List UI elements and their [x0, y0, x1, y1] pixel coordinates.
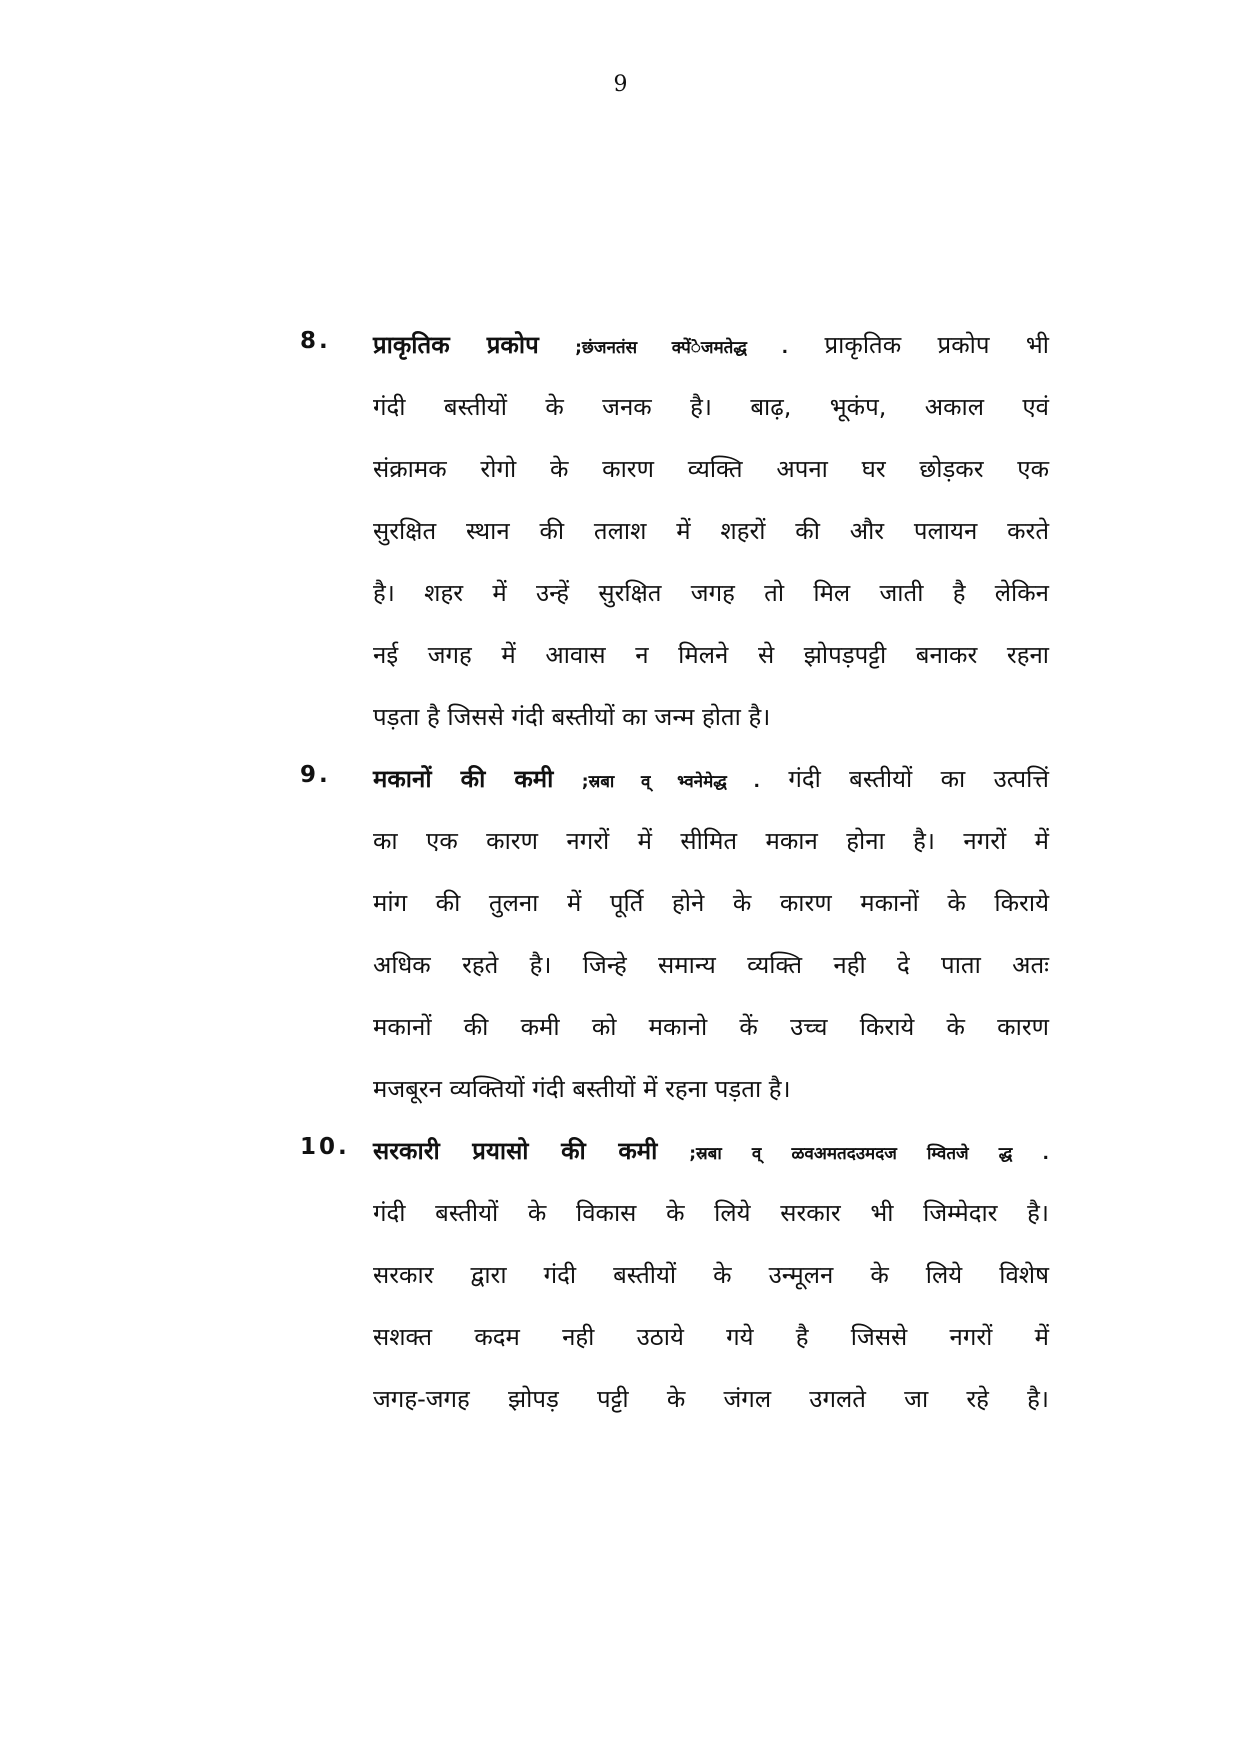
- section-number: 9.: [300, 762, 331, 788]
- paragraph-line: जगह-जगह झोपड़ पट्टी के जंगल उगलते जा रहे है।: [373, 1385, 1049, 1413]
- paragraph-line: गंदी बस्तीयों के जनक है। बाढ़, भूकंप, अकाल एवं: [373, 393, 1049, 421]
- paragraph-line: पड़ता है जिससे गंदी बस्तीयों का जन्म होता है।: [373, 703, 771, 731]
- section-heading-tag: ;छंजनतंस क्पेंेजमतेद्ध .: [575, 338, 789, 358]
- paragraph-line: गंदी बस्तीयों के विकास के लिये सरकार भी जिम्मेदार है।: [373, 1199, 1049, 1227]
- paragraph-line: का एक कारण नगरों में सीमित मकान होना है। नगरों में: [373, 827, 1049, 855]
- paragraph-text: प्राकृतिक प्रकोप भी: [824, 331, 1049, 359]
- paragraph-line: संक्रामक रोगो के कारण व्यक्ति अपना घर छोड़कर एक: [373, 455, 1049, 483]
- section-heading: प्राकृतिक प्रकोप: [373, 331, 539, 359]
- section-number: 10.: [300, 1134, 350, 1160]
- paragraph-line: सरकार द्वारा गंदी बस्तीयों के उन्मूलन के लिये विशेष: [373, 1261, 1049, 1289]
- section-heading-line: [373, 314, 1049, 376]
- paragraph-line: सुरक्षित स्थान की तलाश में शहरों की और पलायन करते: [373, 517, 1049, 545]
- section-number: 8.: [300, 328, 331, 354]
- section-heading-line: [373, 748, 1049, 810]
- section-heading: सरकारी प्रयासो की कमी: [373, 1137, 658, 1165]
- page-number: 9: [613, 72, 628, 97]
- paragraph-line: मांग की तुलना में पूर्ति होने के कारण मकानों के किराये: [373, 889, 1049, 917]
- section-heading: मकानों की कमी: [373, 765, 554, 793]
- paragraph-line: सशक्त कदम नही उठाये गये है जिससे नगरों में: [373, 1323, 1049, 1351]
- paragraph-text: गंदी बस्तीयों का उत्पत्तिं: [788, 765, 1049, 793]
- section-heading-tag: ;स्रबा व् भ्वनेमेद्ध .: [581, 772, 760, 792]
- paragraph-line: अधिक रहते है। जिन्हे समान्य व्यक्ति नही दे पाता अतः: [373, 951, 1049, 979]
- paragraph-line: नई जगह में आवास न मिलने से झोपड़पट्टी बनाकर रहना: [373, 641, 1049, 669]
- paragraph-line: है। शहर में उन्हें सुरक्षित जगह तो मिल जाती है लेकिन: [373, 579, 1049, 607]
- section-heading-line: [373, 1120, 1049, 1182]
- paragraph-line: मजबूरन व्यक्तियों गंदी बस्तीयों में रहना पड़ता है।: [373, 1075, 791, 1103]
- section-heading-tag: ;स्रबा व् ळवअमतदउमदज म्वितजे द्ध .: [689, 1144, 1049, 1164]
- paragraph-line: मकानों की कमी को मकानो कें उच्च किराये के कारण: [373, 1013, 1049, 1041]
